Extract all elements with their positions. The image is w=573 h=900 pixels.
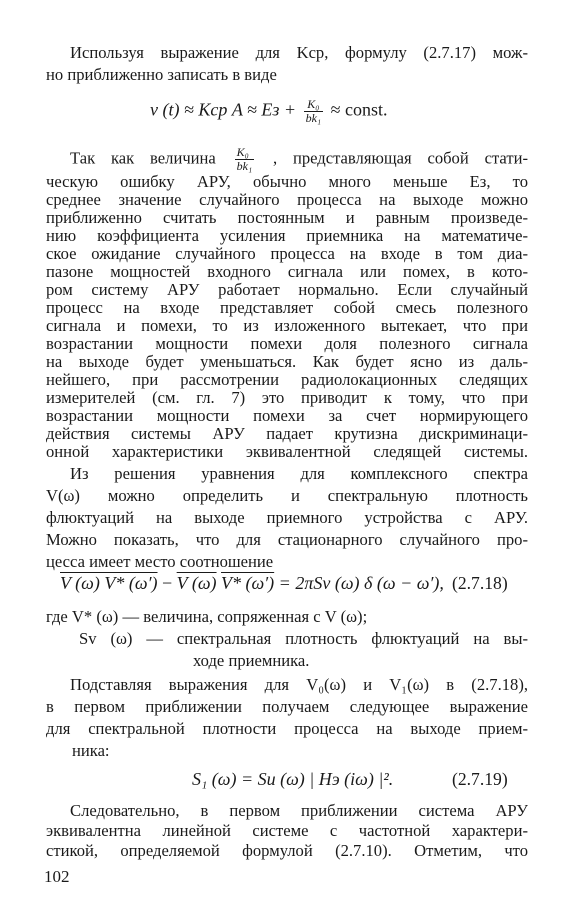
overlined-term: V (ω) — [176, 573, 217, 593]
paragraph-line: действия системы АРУ падает крутизна дискриминаци- — [46, 424, 528, 443]
text-fragment: Так как величина — [70, 148, 216, 168]
equation-1-lhs: v (t) ≈ Kср A ≈ Eз + — [150, 99, 297, 120]
equation-2-number: (2.7.18) — [452, 573, 508, 593]
paragraph-line: на выходе будет уменьшаться. Как будет ясно из даль- — [46, 352, 528, 371]
paragraph-line: ника: — [72, 741, 110, 760]
paragraph-line: для спектральной плотности процесса на выходе прием- — [46, 719, 528, 738]
paragraph-line: стикой, определяемой формулой (2.7.10). Отметим, что — [46, 841, 528, 860]
paragraph-line: ское ожидание случайного процесса на входе в том диа- — [46, 244, 528, 263]
paragraph-line: измерителей (см. гл. 7) это приводит к тому, что при — [46, 388, 528, 407]
equation-1-rhs: ≈ const. — [330, 99, 388, 120]
paragraph-line: пазоне мощностей входного сигнала или помех, в кото- — [46, 262, 528, 281]
paragraph-line: нию коэффициента усиления приемника на математиче- — [46, 226, 528, 245]
overlined-term: V (ω) V* (ω′) — [60, 573, 158, 593]
where-line: Sv (ω) — спектральная плотность флюктуаций на вы- — [79, 629, 528, 648]
paragraph-line: Подставляя выражения для V₀(ω) и V₁(ω) в (2.7.18), — [70, 675, 528, 694]
minus-sign: − — [157, 573, 177, 593]
paragraph-line: среднее значение случайного процесса на выходе можно — [46, 190, 528, 209]
fraction-denominator: bk₁ — [236, 159, 253, 173]
paragraph-line: нейшего, при рассмотрении радиолокационных следящих — [46, 370, 528, 389]
paragraph-line: приближенно считать постоянным и равным произведе- — [46, 208, 528, 227]
equation-2 — [60, 572, 444, 594]
equation-2-rhs: = 2πSv (ω) δ (ω − ω′), — [274, 573, 444, 593]
paragraph-line: онной характеристики эквивалентной следящей системы. — [46, 442, 528, 461]
paragraph-line: ром систему АРУ работает нормально. Если случайный — [46, 280, 528, 299]
paragraph-line: Из решения уравнения для комплексного спектра — [70, 464, 528, 483]
page-number: 102 — [44, 867, 70, 886]
paragraph-line: флюктуаций на выходе приемного устройства с АРУ. — [46, 508, 528, 527]
paragraph-line: цесса имеет место соотношение — [46, 552, 274, 571]
equation-3-number: (2.7.19) — [452, 769, 508, 789]
fraction-denominator: bk₁ — [305, 111, 322, 125]
equation-3: S₁ (ω) = Su (ω) | Hэ (iω) |². — [192, 769, 394, 789]
paragraph-line: сигнала и помехи, то из изложенного вытекает, что при — [46, 316, 528, 335]
paragraph-line: V(ω) можно определить и спектральную плотность — [46, 486, 528, 505]
fraction-numerator: K₀ — [304, 98, 324, 112]
paragraph-line: возрастании мощности помехи доля полезного сигнала — [46, 334, 528, 353]
paragraph-line: Следовательно, в первом приближении система АРУ — [70, 801, 528, 820]
equation-1-fraction — [304, 98, 324, 125]
paragraph-line: в первом приближении получаем следующее выражение — [46, 697, 528, 716]
paragraph-line: ческую ошибку АРУ, обычно много меньше Eз, то — [46, 172, 528, 191]
paragraph-line: но приближенно записать в виде — [46, 65, 277, 84]
where-line: ходе приемника. — [193, 651, 310, 670]
fraction-numerator: K₀ — [235, 146, 255, 160]
paragraph-line: Используя выражение для Kср, формулу (2.7.17) мож- — [70, 43, 528, 62]
inline-fraction — [235, 146, 255, 173]
equation-1 — [150, 98, 387, 125]
paragraph-line: Можно показать, что для стационарного случайного про- — [46, 530, 528, 549]
overlined-term: V* (ω′) — [221, 573, 275, 593]
paragraph-line-with-fraction — [70, 146, 528, 173]
where-line: где V* (ω) — величина, сопряженная с V (ω); — [46, 607, 368, 626]
paragraph-line: процесс на входе представляет собой смесь полезного — [46, 298, 528, 317]
text-fragment: , представляющая собой стати- — [272, 148, 528, 168]
paragraph-line: возрастании мощности помехи за счет нормирующего — [46, 406, 528, 425]
paragraph-line: эквивалентна линейной системе с частотной характери- — [46, 821, 528, 840]
